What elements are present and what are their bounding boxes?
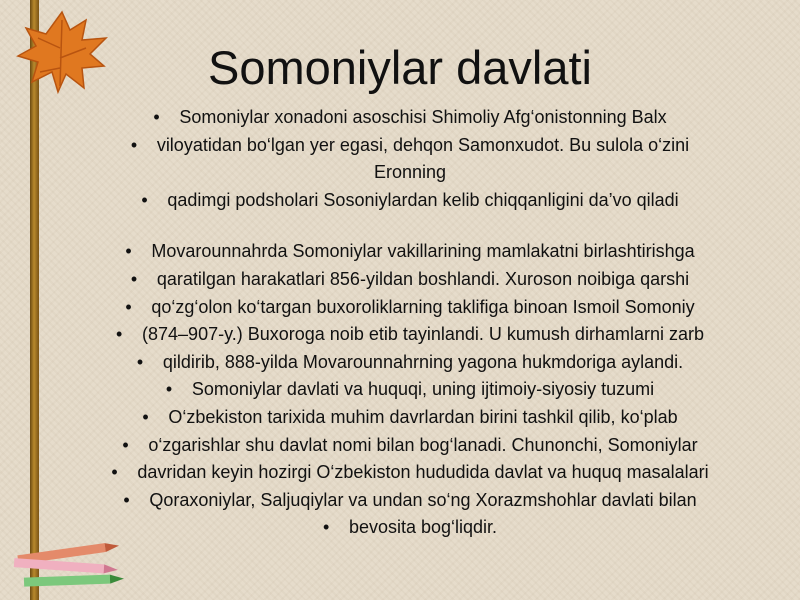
bullet-icon: • — [123, 489, 130, 510]
bullet-icon: • — [142, 406, 149, 427]
bullet-icon: • — [116, 324, 123, 345]
list-item: • o‘zgarishlar shu davlat nomi bilan bog‘lanadi. Chunonchi, Somoniylar — [60, 432, 760, 460]
list-item: • bevosita bog‘liqdir. — [60, 514, 760, 542]
list-item: • qadimgi podsholari Sosoniylardan kelib chiqqanligini da’vo qiladi — [60, 187, 760, 215]
bullet-list — [60, 104, 760, 542]
bullet-icon: • — [153, 107, 160, 127]
list-item: • O‘zbekiston tarixida muhim davrlardan birini tashkil qilib, ko‘plab — [60, 404, 760, 432]
slide-title: Somoniylar davlati — [207, 41, 592, 94]
bullet-icon: • — [141, 189, 148, 210]
bullet-icon: • — [125, 241, 132, 262]
list-item: • Somoniylar davlati va huquqi, uning ijtimoiy-siyosiy tuzumi — [60, 376, 760, 404]
bullet-icon: • — [165, 379, 173, 400]
bullet-icon: • — [111, 462, 118, 483]
bullet-icon: • — [122, 434, 129, 455]
list-item: • Movarounnahrda Somoniylar vakillarining mamlakatni birlashtirishga — [60, 238, 760, 266]
list-item: • Qoraxoniylar, Saljuqiylar va undan so‘ng Xorazmshohlar davlati bilan — [60, 487, 760, 515]
list-item: • Somoniylar xonadoni asoschisi Shimoliy Afg‘onistonning Balx — [60, 104, 760, 132]
bullet-icon: • — [322, 517, 330, 538]
bullet-icon: • — [125, 296, 132, 317]
list-item: • qildirib, 888-yilda Movarounnahrning yagona hukmdoriga aylandi. — [60, 349, 760, 377]
list-item: • qaratilgan harakatlari 856-yildan boshlandi. Xuroson noibiga qarshi — [60, 266, 760, 294]
paragraph-gap — [60, 214, 760, 238]
list-item: Eronning — [373, 162, 447, 183]
list-item: • davridan keyin hozirgi O‘zbekiston hududida davlat va huquq masalalari — [60, 459, 760, 487]
bullet-icon: • — [130, 268, 138, 289]
crayons-icon — [10, 536, 130, 592]
list-item: • (874–907-y.) Buxoroga noib etib tayinlandi. U kumush dirhamlarni zarb — [60, 321, 760, 349]
bullet-icon: • — [136, 351, 144, 372]
list-item: • viloyatidan bo‘lgan yer egasi, dehqon Samonxudot. Bu sulola o‘zini — [60, 132, 760, 160]
list-item: • qo‘zg‘olon ko‘targan buxoroliklarning taklifiga binoan Ismoil Somoniy — [60, 294, 760, 322]
bullet-icon: • — [130, 134, 138, 155]
